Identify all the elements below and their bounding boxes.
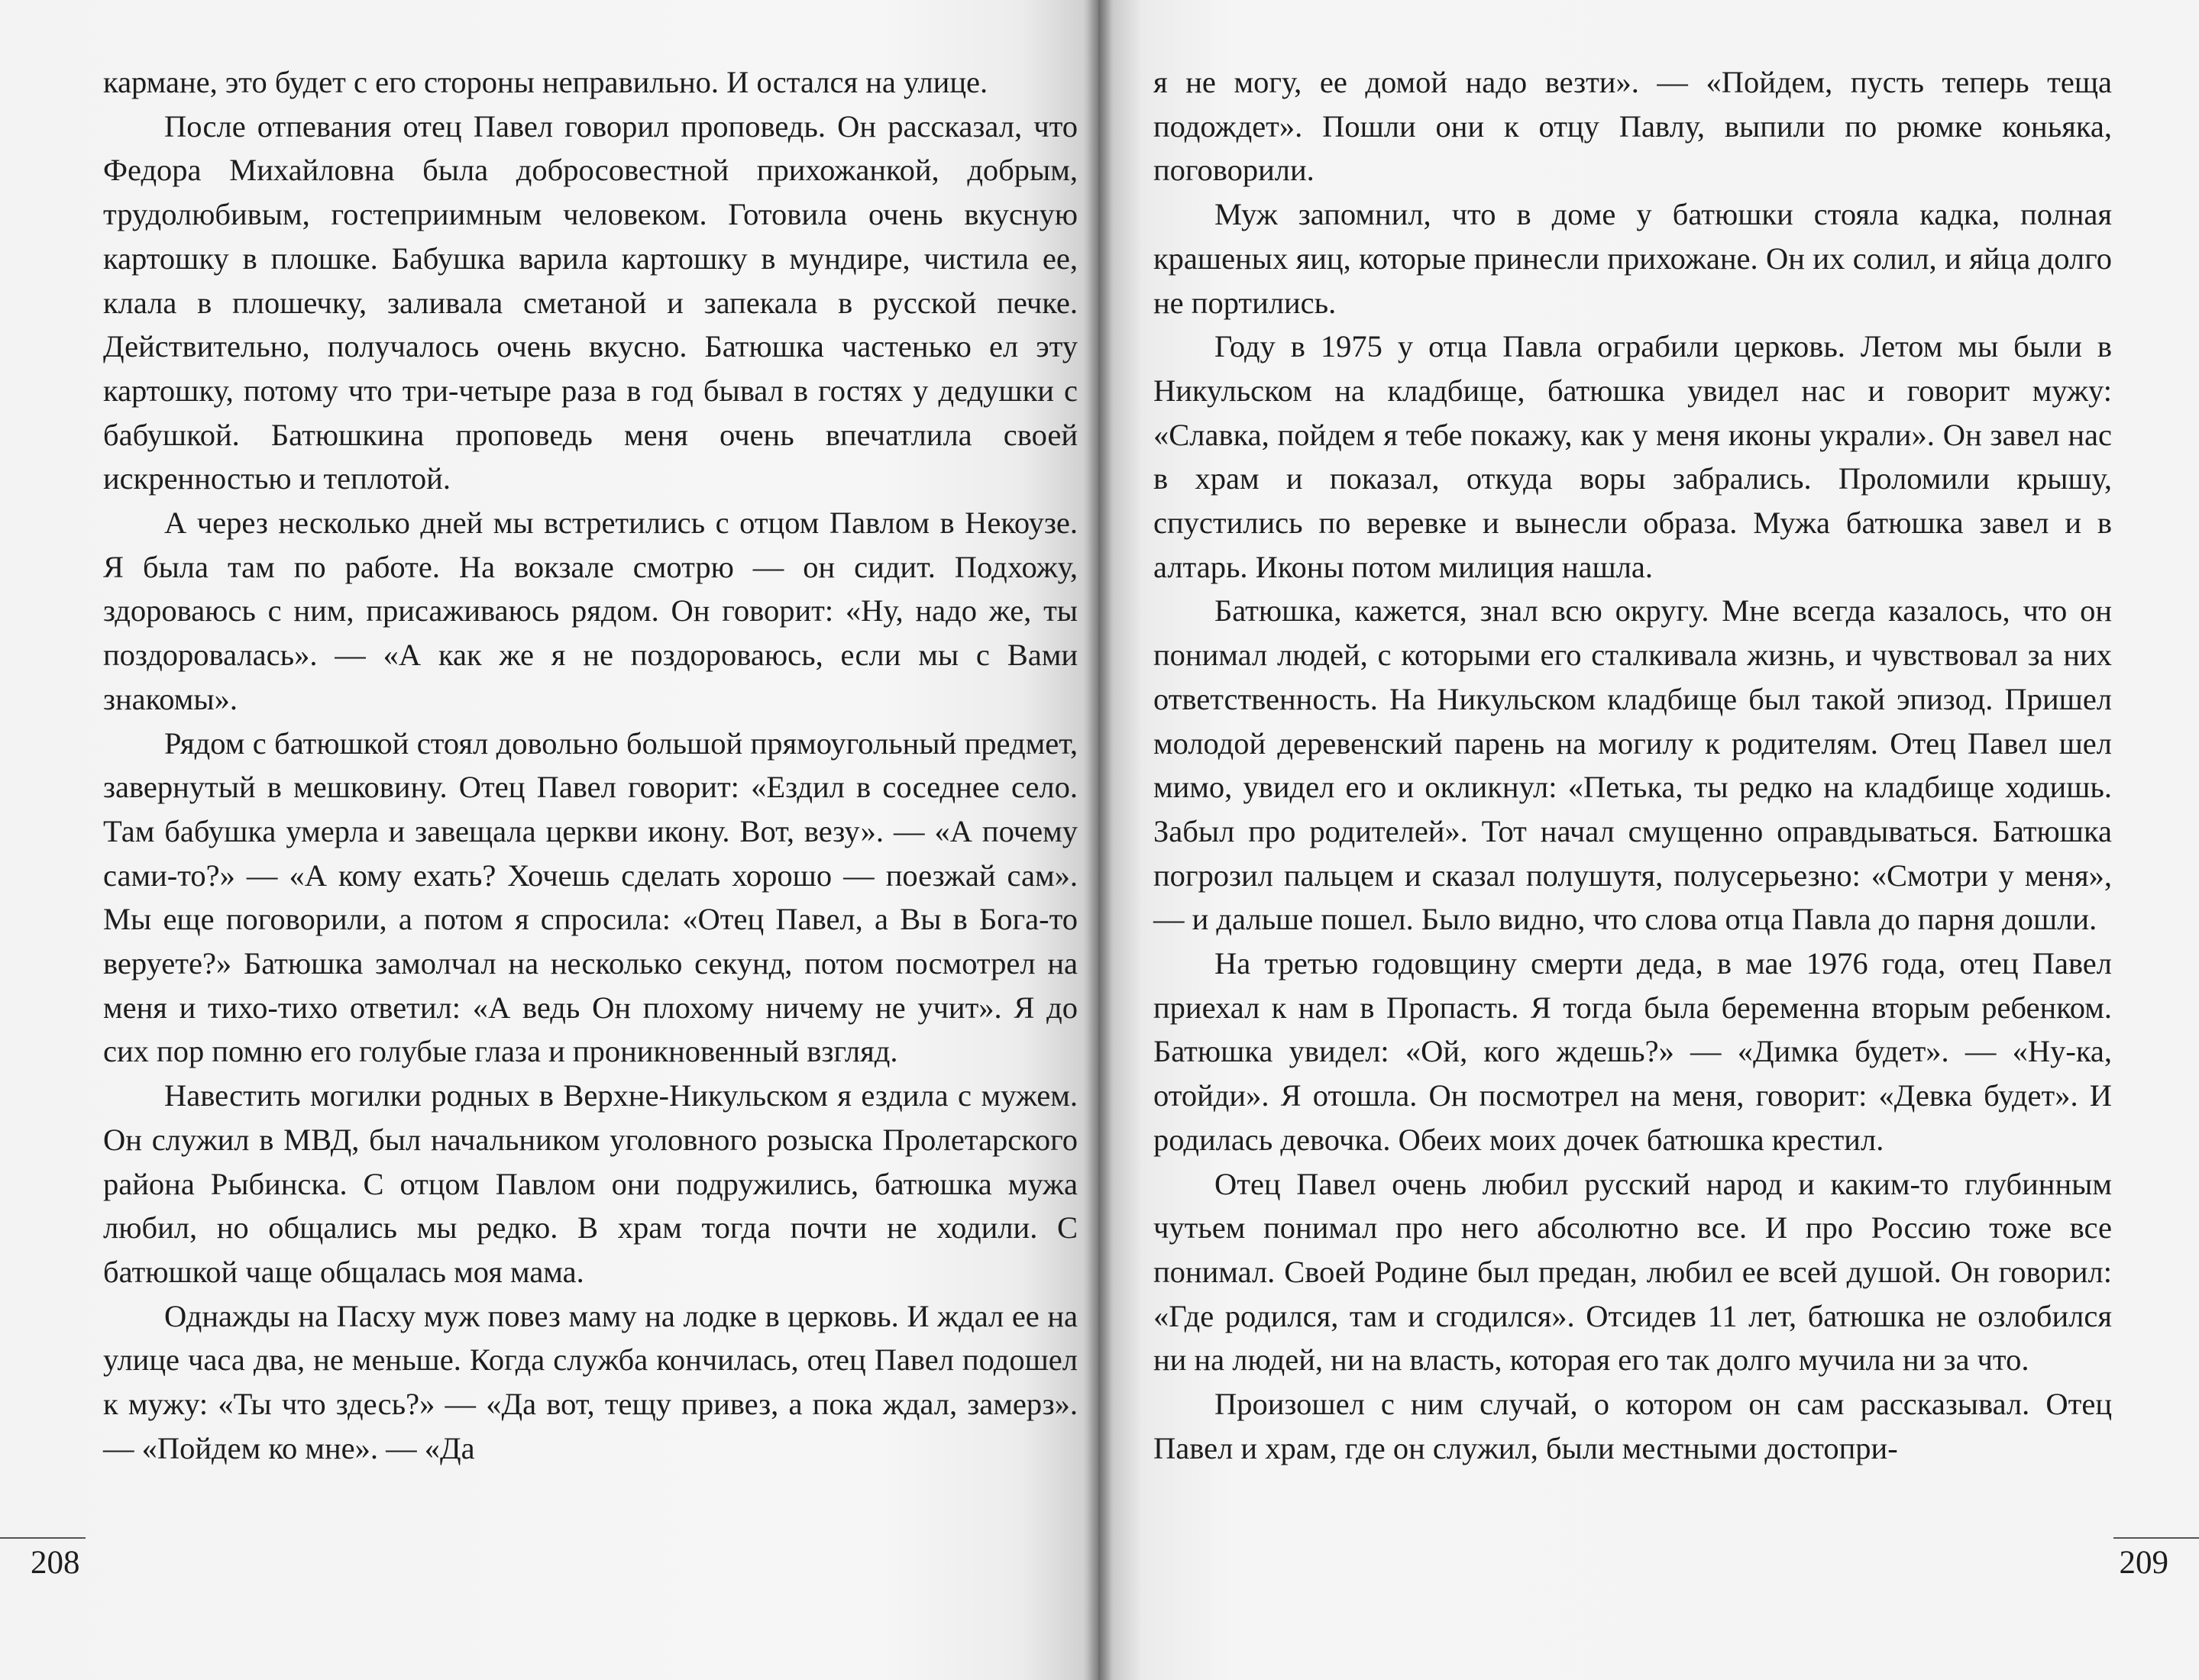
paragraph: На третью годовщину смерти деда, в мае 1976 года, отец Павел приехал к нам в Пропасть. Я тогда была беременна вторым ребенком. Батюшка увидел: «Ой, кого ждешь?» — «Димка будет». — «Ну-ка, отойди». Я отошла. Он посмотрел на меня, говорит: «Девка будет». И родилась девочка. Обеих моих дочек батюшка крестил. [1153, 946, 2112, 1157]
left-page-text [103, 60, 1078, 1471]
book-gutter [1083, 0, 1114, 1680]
paragraph: Навестить могилки родных в Верхне-Никульском я ездила с мужем. Он служил в МВД, был начальником уголовного розыска Пролетарского района Рыбинска. С отцом Павлом они подружились, батюшка мужа любил, но общались мы редко. В храм тогда почти не ходили. С батюшкой чаще общалась моя мама. [103, 1078, 1078, 1289]
left-page [0, 0, 1098, 1680]
right-page [1098, 0, 2199, 1680]
paragraph: Однажды на Пасху муж повез маму на лодке в церковь. И ждал ее на улице часа два, не меньше. Когда служба кончилась, отец Павел подошел к мужу: «Ты что здесь?» — «Да вот, тещу привез, а пока ждал, замерз». — «Пойдем ко мне». — «Да [103, 1298, 1078, 1465]
page-number: 208 [31, 1545, 80, 1581]
paragraph: Отец Павел очень любил русский народ и каким-то глубинным чутьем понимал про него абсолютно все. И про Россию тоже все понимал. Своей Родине был предан, любил ее всей душой. Он говорил: «Где родился, там и сгодился». Отсидев 11 лет, батюшка не озлобился ни на людей, ни на власть, которая его так долго мучила ни за что. [1153, 1166, 2112, 1378]
paragraph: Рядом с батюшкой стоял довольно большой прямоугольный предмет, завернутый в мешковину. Отец Павел говорит: «Ездил в соседнее село. Там бабушка умерла и завещала церкви икону. Вот, везу». — «А почему сами-то?» — «А кому ехать? Хочешь сделать хорошо — поезжай сам». Мы еще поговорили, а потом я спросила: «Отец Павел, а Вы в Бога-то веруете?» Батюшка замолчал на несколько секунд, потом посмотрел на меня и тихо-тихо ответил: «А ведь Он плохому ничему не учит». Я до сих пор помню его голубые глаза и проникновенный взгляд. [103, 725, 1078, 1069]
paragraph: Произошел с ним случай, о котором он сам рассказывал. Отец Павел и храм, где он служил, были местными достопри- [1153, 1387, 2112, 1465]
footer-rule [2113, 1537, 2199, 1539]
paragraph: А через несколько дней мы встретились с отцом Павлом в Некоузе. Я была там по работе. На вокзале смотрю — он сидит. Подхожу, здороваюсь с ним, присаживаюсь рядом. Он говорит: «Ну, надо же, ты поздоровалась». — «А как же я не поздороваюсь, если мы с Вами знакомы». [103, 506, 1078, 716]
footer-rule [0, 1537, 86, 1539]
paragraph: Году в 1975 у отца Павла ограбили церковь. Летом мы были в Никульском на кладбище, батюшка увидел нас и говорит мужу: «Славка, пойдем я тебе покажу, как у меня иконы украли». Он завел нас в храм и показал, откуда воры забрались. Проломили крышу, спустились по веревке и вынесли образа. Мужа батюшка завел и в алтарь. Иконы потом милиция нашла. [1153, 329, 2112, 584]
right-page-text [1153, 60, 2112, 1471]
paragraph: кармане, это будет с его стороны неправильно. И остался на улице. [103, 65, 988, 99]
paragraph: я не могу, ее домой надо везти». — «Пойдем, пусть теперь теща подождет». Пошли они к отцу Павлу, выпили по рюмке коньяка, поговорили. [1153, 65, 2112, 188]
paragraph: Батюшка, кажется, знал всю округу. Мне всегда казалось, что он понимал людей, с которыми его сталкивала жизнь, и чувствовал за них ответственность. На Никульском кладбище был такой эпизод. Пришел молодой деревенский парень на могилу к родителям. Отец Павел шел мимо, увидел его и окликнул: «Петька, ты редко на кладбище ходишь. Забыл про родителей». Тот начал смущенно оправдываться. Батюшка погрозил пальцем и сказал полушутя, полусерьезно: «Смотри у меня», — и дальше пошел. Было видно, что слова отца Павла до парня дошли. [1153, 593, 2112, 937]
paragraph: После отпевания отец Павел говорил проповедь. Он рассказал, что Федора Михайловна была добросовестной прихожанкой, добрым, трудолюбивым, гостеприимным человеком. Готовила очень вкусную картошку в плошке. Бабушка варила картошку в мундире, чистила ее, клала в плошечку, заливала сметаной и запекала в русской печке. Действительно, получалось очень вкусно. Батюшка частенько ел эту картошку, потому что три-четыре раза в год бывал в гостях у дедушки с бабушкой. Батюшкина проповедь меня очень впечатлила своей искренностью и теплотой. [103, 108, 1078, 496]
page-number: 209 [2119, 1545, 2168, 1581]
paragraph: Муж запомнил, что в доме у батюшки стояла кадка, полная крашеных яиц, которые принесли прихожане. Он их солил, и яйца долго не портились. [1153, 197, 2112, 320]
